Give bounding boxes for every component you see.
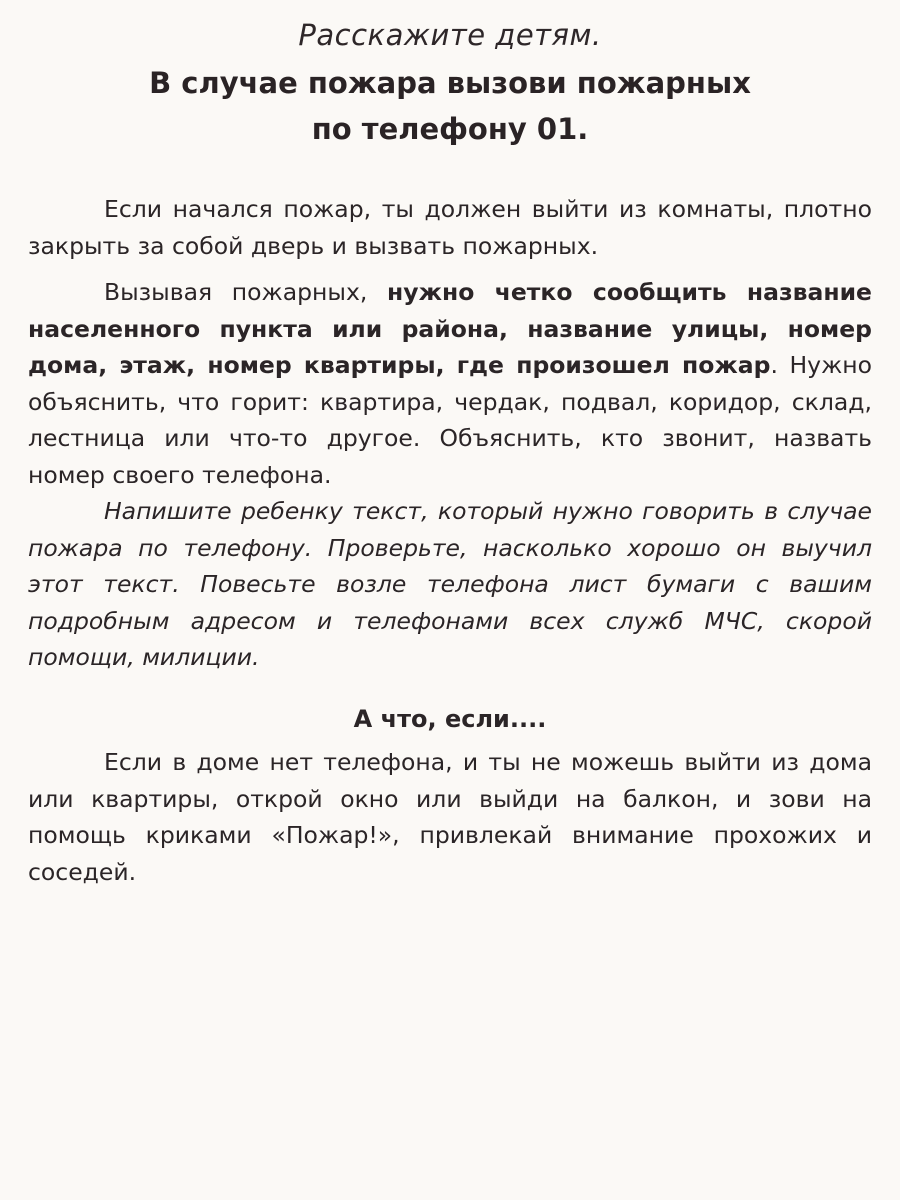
title-line-2: по телефону 01. bbox=[311, 112, 589, 146]
title-line-1: В случае пожара вызови пожарных bbox=[149, 66, 751, 100]
main-text bbox=[28, 191, 872, 676]
paragraph-no-phone: Если в доме нет телефона, и ты не можешь выйти из дома или квартиры, открой окно или выйди на балкон, и зови на помощь криками «Пожар!», привлекай внимание прохожих и соседей. bbox=[28, 748, 872, 886]
page-title bbox=[0, 60, 900, 152]
paragraph-parents-advice: Напишите ребенку текст, который нужно говорить в случае пожара по телефону. Проверьте, насколько хорошо он выучил этот текст. Повесьте возле телефона лист бумаги с вашим подробным адресом и телефонами всех служб МЧС, скорой помощи, милиции. bbox=[28, 497, 872, 671]
section-text bbox=[28, 744, 872, 890]
paragraph-call-bold: нужно четко сообщить название населенного пункта или района, название улицы, номер дома, этаж, номер квартиры, где произошел пожар bbox=[28, 278, 872, 379]
section-heading: А что, если.... bbox=[353, 705, 547, 733]
paragraph-call-end: . Нужно объяснить, что горит: квартира, чердак, подвал, коридор, склад, лестница или что-то другое. Объяснить, кто звонит, назвать номер своего телефона. bbox=[28, 351, 872, 489]
paragraph-leave-room: Если начался пожар, ты должен выйти из комнаты, плотно закрыть за собой дверь и вызвать пожарных. bbox=[28, 195, 872, 260]
paragraph-call-firefighters bbox=[28, 274, 872, 493]
paragraph-call-start: Вызывая пожарных, bbox=[104, 278, 388, 306]
subtitle: Расскажите детям. bbox=[298, 18, 602, 52]
